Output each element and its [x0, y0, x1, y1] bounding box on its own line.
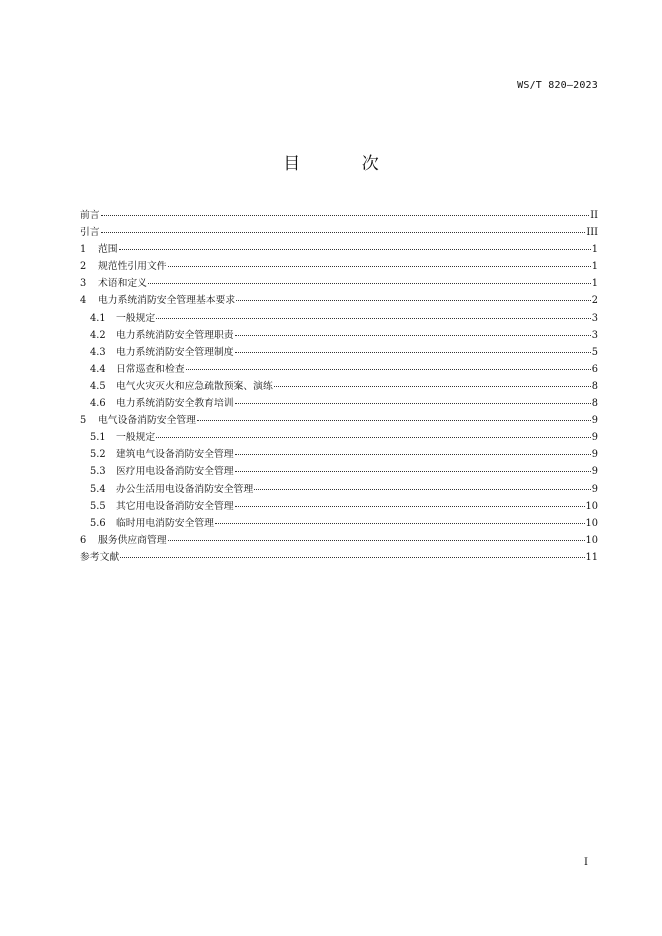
toc-entry-label: 电力系统消防安全管理制度	[116, 346, 234, 358]
toc-dot-leader	[254, 489, 591, 490]
toc-entry[interactable]	[80, 292, 598, 309]
toc-entry[interactable]	[80, 463, 598, 480]
toc-entry-number: 5.5	[90, 500, 106, 512]
toc-entry-label: 临时用电消防安全管理	[116, 517, 214, 529]
toc-entry-page: 2	[591, 295, 598, 307]
toc-entry-number: 5.1	[90, 432, 106, 444]
toc-entry[interactable]	[80, 224, 598, 241]
toc-entry-page: 6	[591, 363, 598, 375]
toc-entry-number: 4.6	[90, 398, 106, 410]
toc-entry-number: 3	[80, 278, 87, 290]
toc-entry-label: 服务供应商管理	[98, 534, 167, 546]
toc-entry-page: 9	[591, 449, 598, 461]
toc-dot-leader	[101, 232, 586, 233]
toc-entry[interactable]	[80, 344, 598, 361]
toc-dot-leader	[168, 540, 585, 541]
toc-entry-number: 4.4	[90, 363, 106, 375]
toc-dot-leader	[101, 215, 590, 216]
toc-entry-number: 4.5	[90, 380, 106, 392]
toc-entry-page: 1	[591, 278, 598, 290]
toc-entry-page: 8	[591, 380, 598, 392]
toc-entry-label: 电气设备消防安全管理	[98, 415, 196, 427]
toc-entry-label: 电力系统消防安全管理职责	[116, 329, 234, 341]
toc-entry-label: 日常巡查和检查	[116, 363, 185, 375]
toc-dot-leader	[236, 300, 591, 301]
toc-entry-page: 9	[591, 483, 598, 495]
toc-dot-leader	[186, 369, 591, 370]
toc-entry-page: 8	[591, 398, 598, 410]
toc-dot-leader	[235, 506, 585, 507]
toc-entry-page: 1	[591, 261, 598, 273]
toc-dot-leader	[119, 249, 591, 250]
toc-dot-leader	[235, 335, 591, 336]
toc-entry-page: 9	[591, 415, 598, 427]
toc-entry[interactable]	[80, 310, 598, 327]
toc-dot-leader	[120, 557, 584, 558]
toc-entry-page: 3	[591, 312, 598, 324]
toc-entry-label: 办公生活用电设备消防安全管理	[116, 483, 254, 495]
toc-entry-label: 术语和定义	[98, 278, 147, 290]
toc-entry[interactable]	[80, 395, 598, 412]
toc-entry-label: 规范性引用文件	[98, 261, 167, 273]
toc-entry[interactable]	[80, 446, 598, 463]
table-of-contents	[80, 207, 598, 566]
toc-entry[interactable]	[80, 207, 598, 224]
toc-entry-page: 10	[585, 534, 598, 546]
toc-entry-number: 5.2	[90, 449, 106, 461]
toc-entry-page: 11	[585, 551, 598, 563]
toc-entry-number: 4.1	[90, 312, 106, 324]
toc-entry-number: 2	[80, 261, 87, 273]
toc-entry-label: 建筑电气设备消防安全管理	[116, 449, 234, 461]
toc-entry-page: 10	[585, 500, 598, 512]
toc-entry-page: 5	[591, 346, 598, 358]
toc-entry-number: 5.4	[90, 483, 106, 495]
page-number: I	[584, 857, 588, 868]
toc-dot-leader	[156, 318, 591, 319]
toc-entry[interactable]	[80, 412, 598, 429]
toc-entry[interactable]	[80, 481, 598, 498]
toc-entry[interactable]	[80, 258, 598, 275]
toc-dot-leader	[168, 266, 591, 267]
toc-dot-leader	[235, 471, 591, 472]
toc-entry-label: 范围	[98, 244, 118, 256]
document-code: WS/T 820—2023	[517, 80, 598, 91]
toc-dot-leader	[215, 523, 585, 524]
toc-entry-page: 10	[585, 517, 598, 529]
toc-entry[interactable]	[80, 378, 598, 395]
toc-entry-label: 电力系统消防安全管理基本要求	[98, 295, 236, 307]
toc-entry-label: 其它用电设备消防安全管理	[116, 500, 234, 512]
toc-entry[interactable]	[80, 361, 598, 378]
toc-entry[interactable]	[80, 327, 598, 344]
toc-entry-label: 一般规定	[116, 312, 156, 324]
toc-entry-label: 引言	[80, 227, 100, 239]
toc-entry-number: 5	[80, 415, 87, 427]
toc-entry-number: 4.3	[90, 346, 106, 358]
toc-dot-leader	[235, 352, 591, 353]
toc-entry-label: 电气火灾灭火和应急疏散预案、演练	[116, 380, 273, 392]
toc-entry-number: 6	[80, 534, 87, 546]
toc-entry-page: 9	[591, 432, 598, 444]
toc-entry-page: III	[586, 227, 598, 239]
toc-entry-number: 5.3	[90, 466, 106, 478]
toc-entry-number: 1	[80, 244, 87, 256]
toc-entry[interactable]	[80, 498, 598, 515]
toc-entry-page: 3	[591, 329, 598, 341]
toc-entry-label: 前言	[80, 210, 100, 221]
toc-entry-label: 电力系统消防安全教育培训	[116, 398, 234, 410]
toc-entry[interactable]	[80, 241, 598, 258]
toc-entry[interactable]	[80, 549, 598, 566]
toc-entry[interactable]	[80, 515, 598, 532]
toc-entry-page: 9	[591, 466, 598, 478]
toc-dot-leader	[197, 420, 591, 421]
toc-entry-number: 4.2	[90, 329, 106, 341]
toc-dot-leader	[156, 437, 591, 438]
toc-entry[interactable]	[80, 532, 598, 549]
toc-dot-leader	[235, 454, 591, 455]
page-title: 目 次	[283, 154, 407, 174]
toc-entry-label: 参考文献	[80, 551, 120, 563]
toc-dot-leader	[235, 403, 591, 404]
toc-entry[interactable]	[80, 275, 598, 292]
toc-entry-page: II	[590, 210, 598, 221]
toc-entry-number: 5.6	[90, 517, 106, 529]
toc-entry-page: 1	[591, 244, 598, 256]
toc-entry[interactable]	[80, 429, 598, 446]
toc-entry-label: 医疗用电设备消防安全管理	[116, 466, 234, 478]
toc-dot-leader	[148, 283, 591, 284]
toc-entry-number: 4	[80, 295, 87, 307]
toc-entry-label: 一般规定	[116, 432, 156, 444]
toc-dot-leader	[274, 386, 591, 387]
